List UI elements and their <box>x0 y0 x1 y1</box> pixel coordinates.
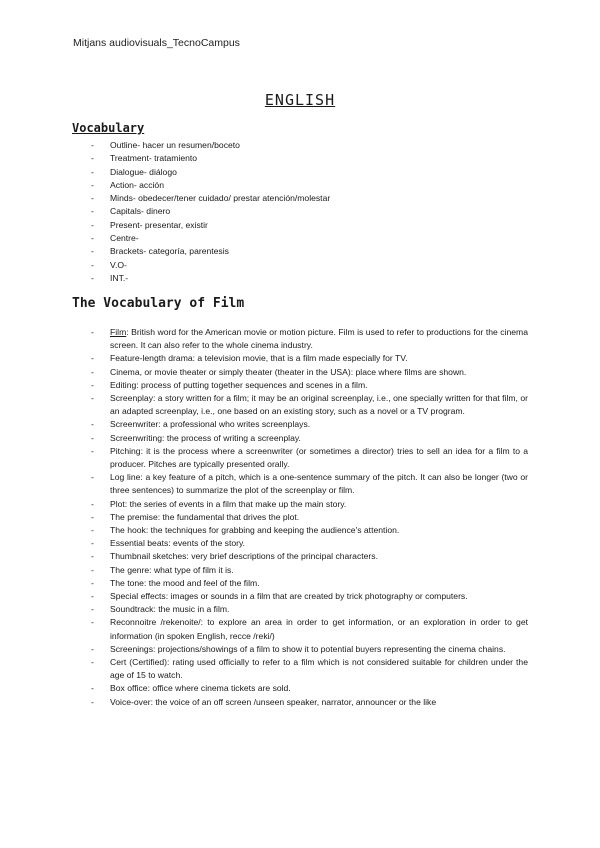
page-title-text: ENGLISH <box>264 91 336 109</box>
film-term-item: - Special effects: images or sounds in a film that are created by trick photography or computers. <box>91 590 528 603</box>
vocabulary-item: - Treatment- tratamiento <box>91 152 521 165</box>
film-term-item: - Box office: office where cinema tickets are sold. <box>91 682 528 695</box>
film-term-item: - Voice-over: the voice of an off screen /unseen speaker, narrator, announcer or the like <box>91 696 528 709</box>
vocabulary-item: - Dialogue- diálogo <box>91 166 521 179</box>
vocabulary-item: - Capitals- dinero <box>91 205 521 218</box>
film-term-item: - Screenwriting: the process of writing a screenplay. <box>91 432 528 445</box>
vocabulary-item: - Minds- obedecer/tener cuidado/ prestar atención/molestar <box>91 192 521 205</box>
film-term-item: - Cert (Certified): rating used officially to refer to a film which is not considered suitable for children under the age of 15 to watch. <box>91 656 528 682</box>
vocabulary-item: - V.O- <box>91 259 521 272</box>
vocabulary-heading: Vocabulary <box>72 121 145 135</box>
film-term-item: - Plot: the series of events in a film that make up the main story. <box>91 498 528 511</box>
film-term-item: - Screenwriter: a professional who writes screenplays. <box>91 418 528 431</box>
film-term-item: - Editing: process of putting together sequences and scenes in a film. <box>91 379 528 392</box>
film-term-item: - Cinema, or movie theater or simply theater (theater in the USA): place where films are shown. <box>91 366 528 379</box>
vocabulary-item: - Outline- hacer un resumen/boceto <box>91 139 521 152</box>
film-term-item: - The tone: the mood and feel of the film. <box>91 577 528 590</box>
vocabulary-item: - INT.- <box>91 272 521 285</box>
film-term-item: - Screenplay: a story written for a film; it may be an original screenplay, i.e., one specially written for that film, or an adapted screenplay, i.e., one based on an existing story, such as a novel or a TV program. <box>91 392 528 418</box>
vocabulary-item: - Brackets- categoría, parentesis <box>91 245 521 258</box>
film-term-item: - Screenings: projections/showings of a film to show it to potential buyers representing the cinema chains. <box>91 643 528 656</box>
film-term-item: - Thumbnail sketches: very brief descriptions of the principal characters. <box>91 550 528 563</box>
film-term-item: - Reconnoitre /rekenoite/: to explore an area in order to get information, or an exploration in order to get information (in spoken English, recce /reki/) <box>91 616 528 642</box>
vocabulary-item: - Centre- <box>91 232 521 245</box>
film-term-definition: : British word for the American movie or motion picture. Film is used to refer to productions for the cinema screen. It can also refer to the whole cinema industry. <box>110 327 528 351</box>
film-term-item: - Pitching: it is the process where a screenwriter (or sometimes a director) tries to sell an idea for a film to a producer. Pitches are typically presented orally. <box>91 445 528 471</box>
film-vocabulary-heading: The Vocabulary of Film <box>72 296 245 311</box>
film-term-item <box>91 326 528 352</box>
vocabulary-item: - Present- presentar, existir <box>91 219 521 232</box>
film-term-item: - Feature-length drama: a television movie, that is a film made especially for TV. <box>91 352 528 365</box>
vocabulary-list <box>91 139 521 285</box>
page-title <box>0 91 600 109</box>
film-term-item: - The genre: what type of film it is. <box>91 564 528 577</box>
film-vocabulary-list <box>91 326 528 709</box>
film-term-item: - Log line: a key feature of a pitch, which is a one-sentence summary of the pitch. It can also be longer (two or three sentences) to summarize the plot of the screenplay or film. <box>91 471 528 497</box>
vocabulary-item: - Action- acción <box>91 179 521 192</box>
film-term-item: - Soundtrack: the music in a film. <box>91 603 528 616</box>
film-term-item: - Essential beats: events of the story. <box>91 537 528 550</box>
page-header: Mitjans audiovisuals_TecnoCampus <box>73 37 240 49</box>
film-term-item: - The hook: the techniques for grabbing and keeping the audience's attention. <box>91 524 528 537</box>
film-term-item: - The premise: the fundamental that drives the plot. <box>91 511 528 524</box>
film-term-link: Film <box>110 327 127 337</box>
